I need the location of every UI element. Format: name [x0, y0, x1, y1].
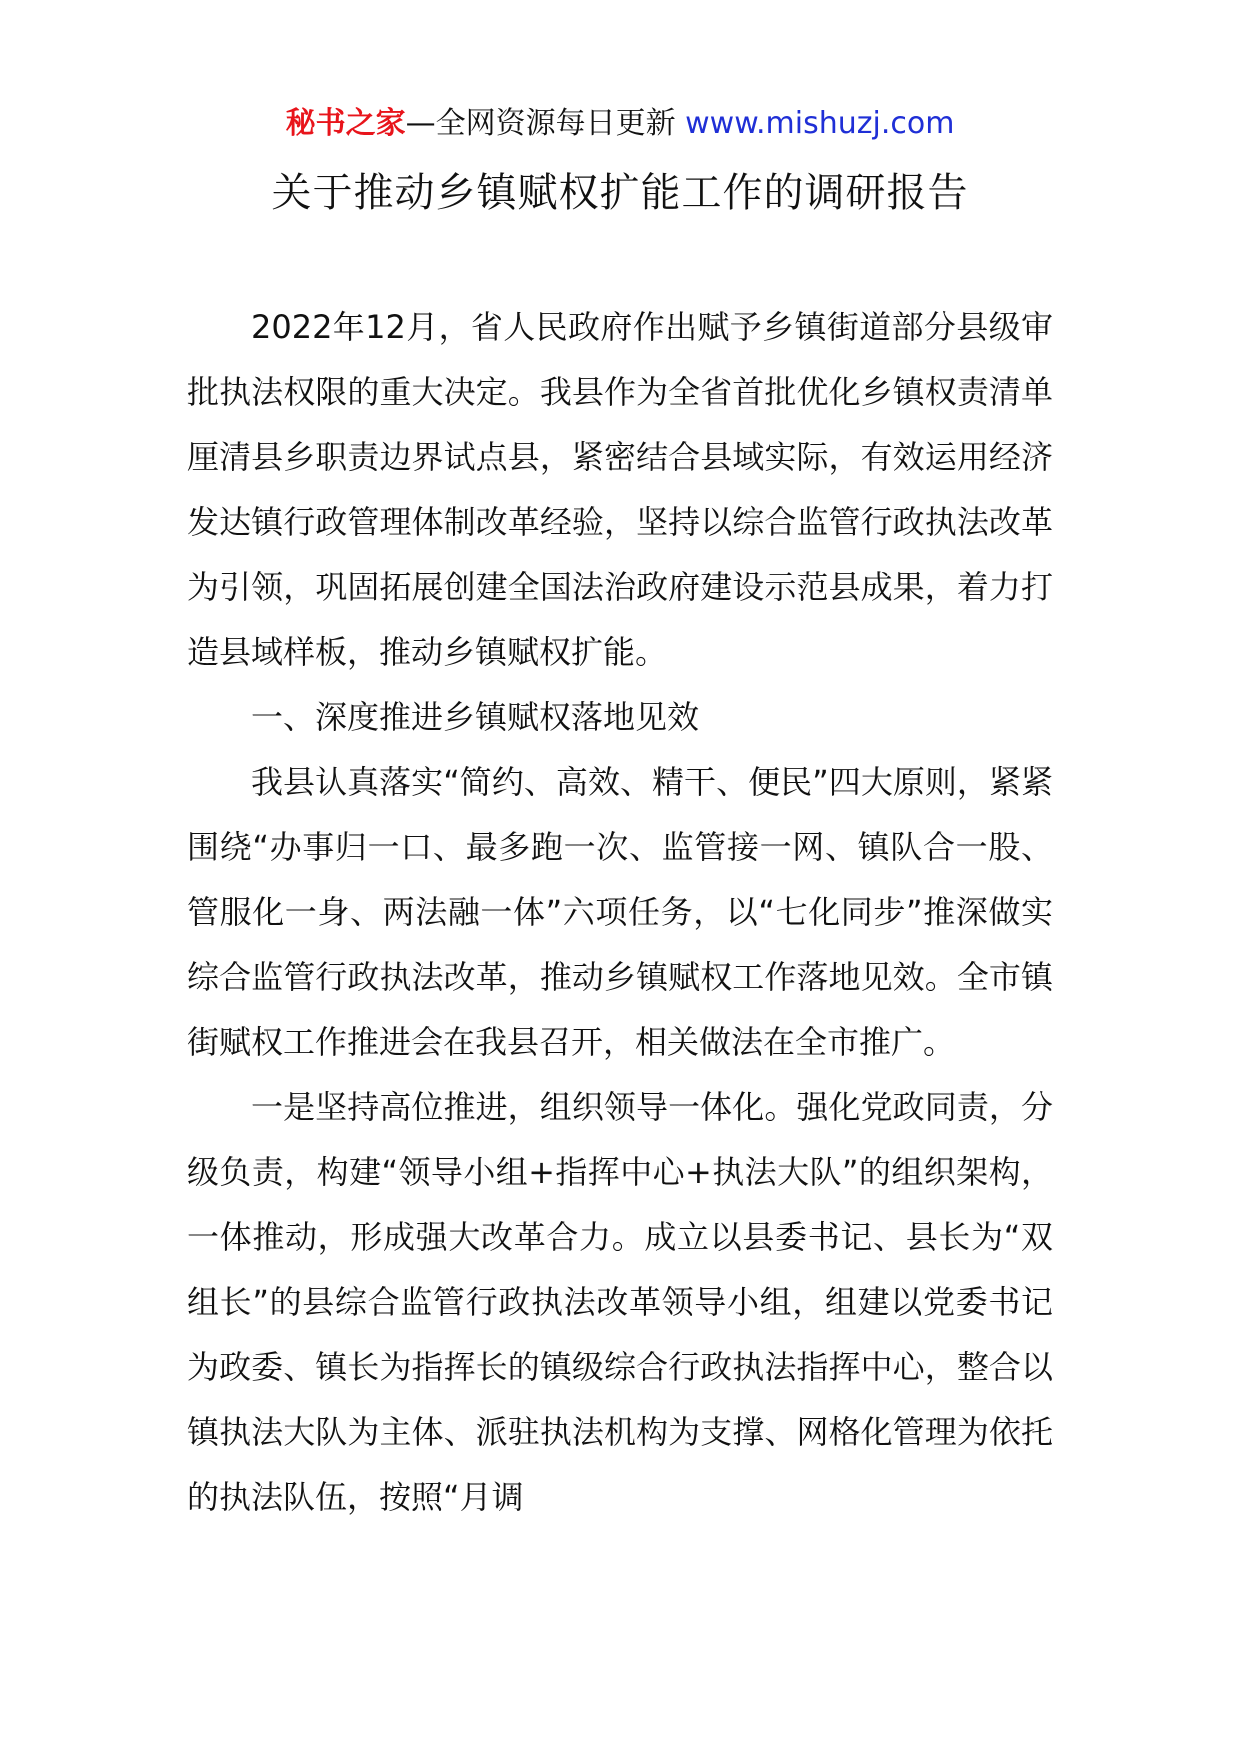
site-banner [0, 104, 1240, 144]
document-title: 关于推动乡镇赋权扩能工作的调研报告 [271, 170, 969, 216]
paragraph-principles: 我县认真落实“简约、高效、精干、便民”四大原则，紧紧围绕“办事归一口、最多跑一次、监管接一网、镇队合一股、管服化一身、两法融一体”六项任务，以“七化同步”推深做实综合监管行政执法改革，推动乡镇赋权工作落地见效。全市镇街赋权工作推进会在我县召开，相关做法在全市推广。 [187, 763, 1053, 1061]
banner-tagline: —全网资源每日更新 [405, 106, 686, 141]
section-heading: 一、深度推进乡镇赋权落地见效 [251, 698, 700, 736]
document-body [187, 295, 1053, 1530]
paragraph-intro: 2022年12月，省人民政府作出赋予乡镇街道部分县级审批执法权限的重大决定。我县作为全省首批优化乡镇权责清单厘清县乡职责边界试点县，紧密结合县域实际，有效运用经济发达镇行政管理体制改革经验，坚持以综合监管行政执法改革为引领，巩固拓展创建全国法治政府建设示范县成果，着力打造县域样板，推动乡镇赋权扩能。 [187, 308, 1053, 671]
brand-name: 秘书之家 [285, 106, 406, 141]
paragraph-point-one: 一是坚持高位推进，组织领导一体化。强化党政同责，分级负责，构建“领导小组+指挥中心+执法大队”的组织架构，一体推动，形成强大改革合力。成立以县委书记、县长为“双组长”的县综合监管行政执法改革领导小组，组建以党委书记为政委、镇长为指挥长的镇级综合行政执法指挥中心，整合以镇执法大队为主体、派驻执法机构为支撑、网格化管理为依托的执法队伍，按照“月调 [187, 1088, 1053, 1516]
site-url-link[interactable]: www.mishuzj.com [685, 106, 955, 141]
